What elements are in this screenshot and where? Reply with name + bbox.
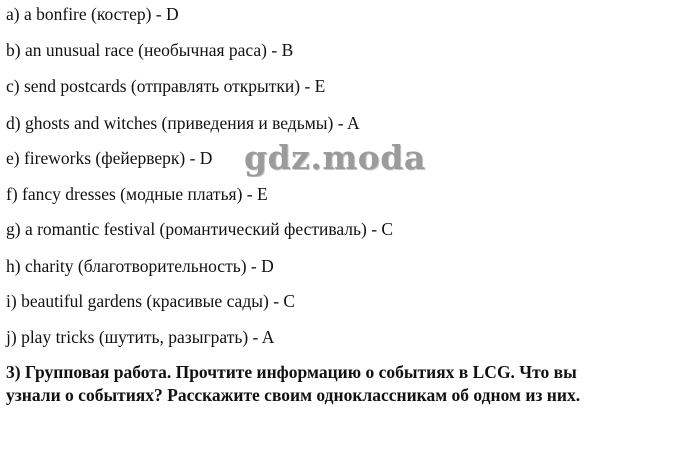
answer-line-j: j) play tricks (шутить, разыграть) - A: [6, 327, 275, 347]
answer-line-g: g) a romantic festival (романтический фестиваль) - C: [6, 219, 394, 239]
answer-line-i: i) beautiful gardens (красивые сады) - C: [6, 291, 296, 311]
answer-line-a: a) a bonfire (костер) - D: [6, 4, 179, 24]
task-instruction-line-1: 3) Групповая работа. Прочтите информацию о событиях в LCG. Что вы: [6, 362, 577, 382]
task-instruction: [6, 361, 580, 407]
answer-line-d: d) ghosts and witches (приведения и ведьмы) - A: [6, 113, 360, 133]
site-watermark: gdz.moda: [244, 138, 426, 177]
answer-line-e: e) fireworks (фейерверк) - D: [6, 148, 213, 168]
answer-line-b: b) an unusual race (необычная раса) - B: [6, 40, 294, 60]
answer-line-f: f) fancy dresses (модные платья) - E: [6, 184, 268, 204]
answer-line-h: h) charity (благотворительность) - D: [6, 256, 274, 276]
task-instruction-line-2: узнали о событиях? Расскажите своим одноклассникам об одном из них.: [6, 385, 581, 405]
answer-line-c: c) send postcards (отправлять открытки) - E: [6, 76, 326, 96]
